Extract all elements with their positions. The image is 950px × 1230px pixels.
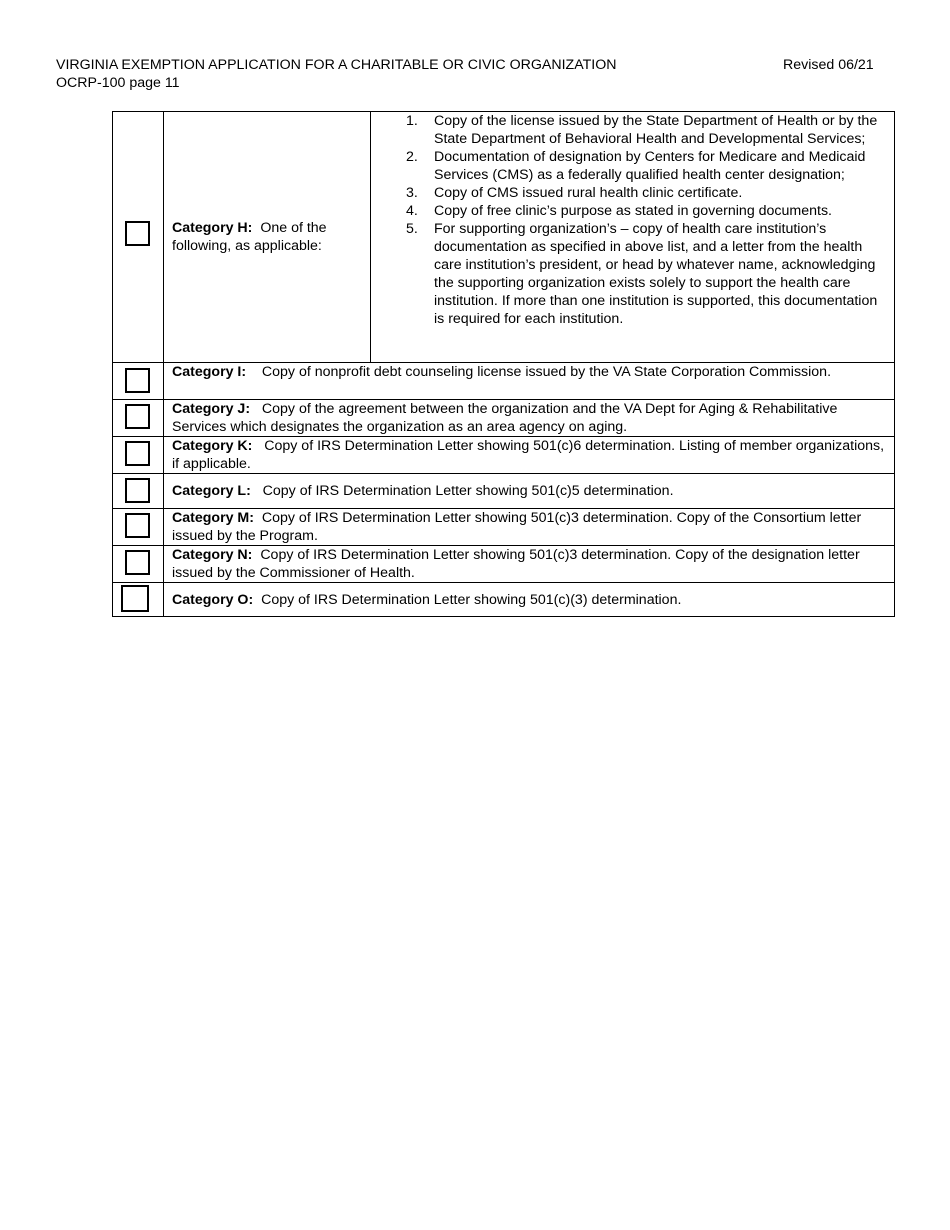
form-title: VIRGINIA EXEMPTION APPLICATION FOR A CHARITABLE OR CIVIC ORGANIZATION xyxy=(56,57,617,73)
category-h-doc-list xyxy=(371,112,888,328)
category-h-check-cell xyxy=(113,112,164,363)
category-m-desc: Copy of IRS Determination Letter showing 501(c)3 determination. Copy of the Consortium letter issued by the Program. xyxy=(172,510,862,544)
page-number: OCRP-100 page 11 xyxy=(56,75,180,91)
category-i-label: Category I: xyxy=(172,364,247,380)
category-l-row xyxy=(113,474,895,509)
list-item xyxy=(371,220,888,328)
category-l-label: Category L: xyxy=(172,483,251,499)
category-n-checkbox[interactable] xyxy=(125,550,150,575)
list-number: 2. xyxy=(406,149,418,165)
list-text: Copy of the license issued by the State Department of Health or by the State Department of Behavioral Health and Developmental Services; xyxy=(434,113,878,147)
category-o-row xyxy=(113,583,895,617)
category-h-desc: One of the following, as applicable: xyxy=(172,220,327,254)
category-j-desc: Copy of the agreement between the organization and the VA Dept for Aging & Rehabilitative Services which designates the organization as an area agency on aging. xyxy=(172,401,838,435)
category-k-desc: Copy of IRS Determination Letter showing 501(c)6 determination. Listing of member organizations, if applicable. xyxy=(172,438,885,472)
list-number: 1. xyxy=(406,113,418,129)
category-i-checkbox[interactable] xyxy=(125,368,150,393)
list-text: Copy of free clinic’s purpose as stated in governing documents. xyxy=(434,203,832,219)
list-number: 4. xyxy=(406,203,418,219)
list-item xyxy=(371,202,888,220)
category-o-desc: Copy of IRS Determination Letter showing 501(c)(3) determination. xyxy=(261,591,682,608)
category-l-checkbox[interactable] xyxy=(125,478,150,503)
category-j-row xyxy=(113,400,895,437)
category-l-desc: Copy of IRS Determination Letter showing 501(c)5 determination. xyxy=(262,483,674,499)
category-o-label: Category O: xyxy=(172,591,254,608)
category-o-checkbox[interactable] xyxy=(121,585,149,612)
category-k-checkbox[interactable] xyxy=(125,441,150,466)
list-item xyxy=(371,184,888,202)
category-n-desc: Copy of IRS Determination Letter showing 501(c)3 determination. Copy of the designation letter issued by the Commissioner of Health. xyxy=(172,547,860,581)
page-header xyxy=(56,56,617,92)
category-h-list-cell xyxy=(371,112,895,363)
category-n-label: Category N: xyxy=(172,547,253,563)
category-m-row xyxy=(113,509,895,546)
category-h-label-cell xyxy=(164,112,371,363)
list-number: 5. xyxy=(406,221,418,237)
category-m-label: Category M: xyxy=(172,510,254,526)
list-item xyxy=(371,112,888,148)
list-number: 3. xyxy=(406,185,418,201)
category-h-row xyxy=(113,112,895,363)
category-n-row xyxy=(113,546,895,583)
category-i-row xyxy=(113,363,895,400)
category-k-label: Category K: xyxy=(172,438,253,454)
list-text: For supporting organization’s – copy of health care institution’s documentation as specified in above list, and a letter from the health care institution’s president, or head by whatever name, acknowledging the supporting organization exists solely to support the health care institution. If more than one institution is supported, this documentation is required for each institution. xyxy=(434,221,878,327)
category-j-label: Category J: xyxy=(172,401,251,417)
list-text: Documentation of designation by Centers for Medicare and Medicaid Services (CMS) as a federally qualified health center designation; xyxy=(434,149,866,183)
revision-date: Revised 06/21 xyxy=(783,57,874,73)
category-h-checkbox[interactable] xyxy=(125,221,150,246)
category-table xyxy=(112,111,895,617)
category-i-desc: Copy of nonprofit debt counseling license issued by the VA State Corporation Commission. xyxy=(261,364,832,380)
category-m-checkbox[interactable] xyxy=(125,513,150,538)
list-item xyxy=(371,148,888,184)
category-k-row xyxy=(113,437,895,474)
list-text: Copy of CMS issued rural health clinic certificate. xyxy=(434,185,743,201)
category-j-checkbox[interactable] xyxy=(125,404,150,429)
category-h-label: Category H: xyxy=(172,220,253,236)
